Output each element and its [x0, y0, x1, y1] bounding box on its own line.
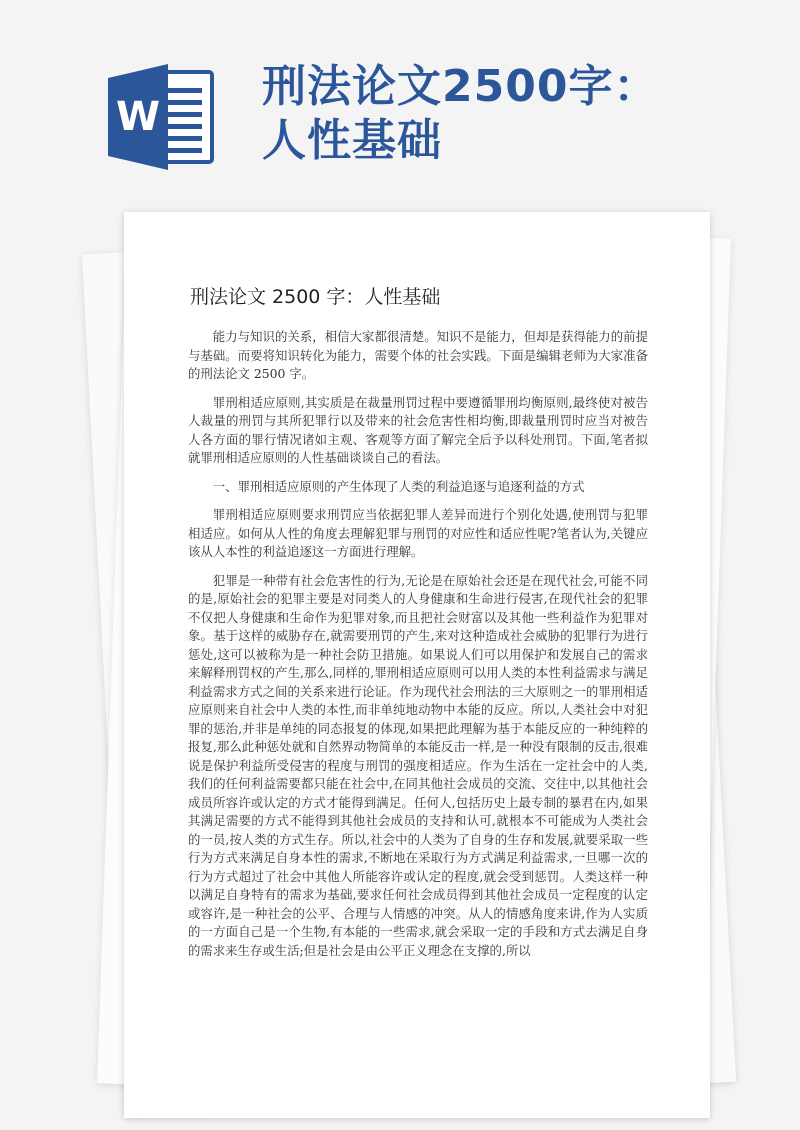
word-icon-letter: W: [115, 94, 161, 140]
page-title: 刑法论文 2500 字：人性基础: [190, 286, 441, 308]
document-heading-line1: 刑法论文2500字：: [262, 61, 659, 112]
document-heading: [262, 60, 782, 168]
document-heading-line2: 人性基础: [262, 115, 442, 166]
document-page: [124, 212, 710, 1118]
paragraph: 犯罪是一种带有社会危害性的行为,无论是在原始社会还是在现代社会,可能不同的是,原始社会的犯罪主要是对同类人的人身健康和生命进行侵害,在现代社会的犯罪不仅把人身健康和生命作为犯罪对象,而且把社会财富以及其他一些利益作为犯罪对象。基于这样的威胁存在,就需要刑罚的产生,来对这种造成社会威胁的犯罪行为进行惩处,这可以被称为是一种社会防卫措施。如果说人们可以用保护和发展自己的需求来解释刑罚权的产生,那么,同样的,罪刑相适应原则可以用人类的本性利益需求与满足利益需求方式之间的关系来进行论证。作为现代社会刑法的三大原则之一的罪刑相适应原则来自社会中人类的本性,而非单纯地动物中本能的反应。所以,人类社会中对犯罪的惩治,并非是单纯的同态报复的体现,如果把此理解为基于本能反应的一种纯粹的报复,那么此种惩处就和自然界动物简单的本能反击一样,是一种没有限制的反击,很难说是保护利益所受侵害的程度与刑罚的强度相适应。作为生活在一定社会中的人类,我们的任何利益需要都只能在社会中,在同其他社会成员的交流、交往中,以其他社会成员所容许或认定的方式才能得到满足。任何人,包括历史上最专制的暴君在内,如果其满足需要的方式不能得到其他社会成员的支持和认可,就根本不可能成为人类社会的一员,按人类的方式生存。所以,社会中的人类为了自身的生存和发展,就要采取一些行为方式来满足自身本性的需求,不断地在采取行为方式满足利益需求,一旦哪一次的行为方式超过了社会中其他人所能容许或认定的程度,就会受到惩罚。人类这样一种以满足自身特有的需求为基础,要求任何社会成员得到其他社会成员一定程度的认定或容许,是一种社会的公平、合理与人情感的冲突。从人的情感角度来讲,作为人实质的一方面自己是一个生物,有本能的一些需求,就会采取一定的手段和方式去满足自身的需求来生存或生活;但是社会是由公平正义理念在支撑的,所以: [188, 572, 648, 958]
paragraph: 罪刑相适应原则要求刑罚应当依据犯罪人差异而进行个别化处遇,使刑罚与犯罪相适应。如何从人性的角度去理解犯罪与刑罚的对应性和适应性呢?笔者认为,关键应该从人本性的利益追逐这一方面进行理解。: [188, 507, 648, 559]
document-body: [188, 328, 648, 970]
header: [0, 0, 800, 200]
word-icon: [108, 64, 220, 170]
paragraph: 罪刑相适应原则,其实质是在裁量刑罚过程中要遵循罪刑均衡原则,最终使对被告人裁量的刑罚与其所犯罪行以及带来的社会危害性相均衡,即裁量刑罚时应当对被告人各方面的罪行情况诸如主观、客观等方面了解完全后予以科处刑罚。下面,笔者拟就罪刑相适应原则的人性基础谈谈自己的看法。: [188, 394, 648, 465]
paragraph: 能力与知识的关系，相信大家都很清楚。知识不是能力，但却是获得能力的前提与基础。而要将知识转化为能力，需要个体的社会实践。下面是编辑老师为大家准备的刑法论文 2500 字。: [188, 329, 648, 381]
section-heading: 一、罪刑相适应原则的产生体现了人类的利益追逐与追逐利益的方式: [212, 478, 585, 494]
